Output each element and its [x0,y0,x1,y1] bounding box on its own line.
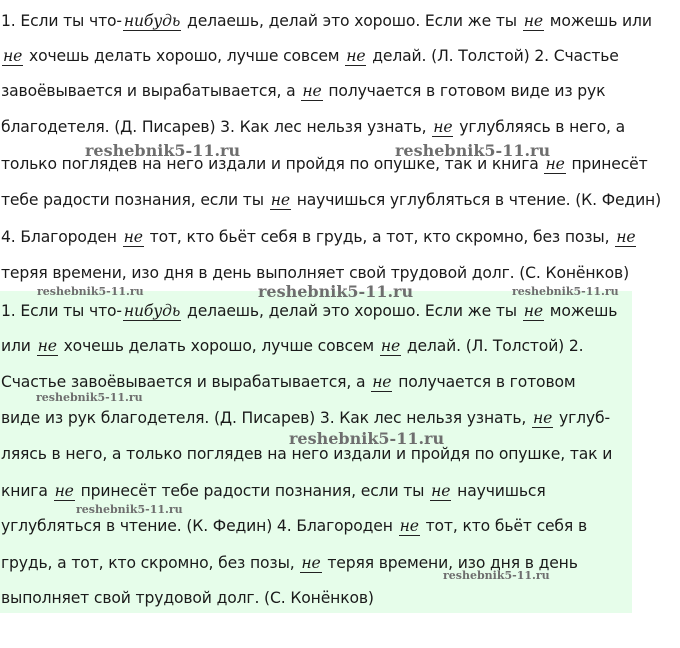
text-line [1,553,578,573]
text-segment: делаешь, делай это хорошо. Если же ты [182,302,522,320]
marked-particle: не [399,517,419,535]
text-line [1,336,584,356]
marked-particle: нибудь [123,302,181,320]
watermark: reshebnik5-11.ru [443,569,550,582]
text-segment: выполняет свой трудовой долг. (С. Конёнков) [1,589,374,607]
marked-particle: не [433,118,453,136]
text-segment: делаешь, делай это хорошо. Если же ты [182,12,522,30]
text-line [1,481,546,501]
text-segment: или [1,337,36,355]
text-segment: хочешь делать хорошо, лучше совсем [24,47,345,65]
text-line [1,588,374,608]
text-segment: теряя времени, изо дня в день [322,554,578,572]
watermark: reshebnik5-11.ru [258,282,414,301]
text-segment: можешь [544,302,618,320]
answer-text-block [0,291,632,613]
watermark: reshebnik5-11.ru [36,391,143,404]
text-segment: тот, кто бьёт себя в грудь, а тот, кто скромно, без позы, [144,228,615,246]
text-segment: тот, кто бьёт себя в [420,517,587,535]
text-line [1,301,617,321]
text-line [1,372,576,392]
text-segment: только поглядев на него издали и пройдя по опушке, так и книга [1,155,544,173]
watermark: reshebnik5-11.ru [76,503,183,516]
text-segment: ляясь в него, а только поглядев на него издали и пройдя по опушке, так и [1,445,613,463]
text-segment: 4. Благороден [1,228,122,246]
marked-particle: не [523,12,543,30]
text-line [1,11,652,31]
text-segment: делай. (Л. Толстой) 2. [402,337,584,355]
marked-particle: не [302,82,322,100]
text-segment: книга [1,482,53,500]
marked-particle: не [37,337,57,355]
marked-particle: не [3,47,23,65]
marked-particle: нибудь [123,12,181,30]
text-segment: 1. Если ты что- [1,12,122,30]
watermark: reshebnik5-11.ru [512,285,619,298]
text-segment: виде из рук благодетеля. (Д. Писарев) 3. Как лес нельзя узнать, [1,409,531,427]
text-line [1,81,605,101]
watermark: reshebnik5-11.ru [395,141,551,160]
text-segment: принесёт тебе радости познания, если ты [75,482,430,500]
marked-particle: не [54,482,74,500]
text-line [1,408,610,428]
text-segment: теряя времени, изо дня в день выполняет свой трудовой долг. (С. Конёнков) [1,264,630,282]
text-line [1,516,587,536]
watermark: reshebnik5-11.ru [37,285,144,298]
text-segment: получается в готовом виде из рук [323,82,606,100]
marked-particle: не [301,554,321,572]
text-line [1,154,648,174]
marked-particle: не [123,228,143,246]
text-segment: благодетеля. (Д. Писарев) 3. Как лес нельзя узнать, [1,118,432,136]
text-line [1,227,637,247]
marked-particle: не [346,47,366,65]
watermark: reshebnik5-11.ru [85,141,241,160]
text-segment: тебе радости познания, если ты [1,191,269,209]
marked-particle: не [380,337,401,355]
text-line [1,117,625,137]
marked-particle: не [523,302,543,320]
text-segment: завоёвывается и вырабатывается, а [1,82,301,100]
text-segment: углуб- [554,409,610,427]
text-segment: делай. (Л. Толстой) 2. Счастье [367,47,619,65]
text-line [1,263,629,283]
text-segment: грудь, а тот, кто скромно, без позы, [1,554,300,572]
text-segment: Счастье завоёвывается и вырабатывается, а [1,373,371,391]
marked-particle: не [532,409,553,427]
marked-particle: не [545,155,565,173]
text-segment: 1. Если ты что- [1,302,122,320]
text-segment: углубляясь в него, а [454,118,626,136]
text-segment: углубляться в чтение. (К. Федин) 4. Благороден [1,517,398,535]
text-line [1,444,612,464]
text-segment: хочешь делать хорошо, лучше совсем [58,337,379,355]
marked-particle: не [270,191,290,209]
text-segment: принесёт [566,155,648,173]
marked-particle: не [616,228,636,246]
text-segment: можешь или [544,12,652,30]
marked-particle: не [372,373,392,391]
text-segment: получается в готовом [393,373,576,391]
text-line [1,190,661,210]
text-line [1,46,619,66]
text-segment: научишься углубляться в чтение. (К. Федин) [291,191,662,209]
text-segment: научишься [452,482,546,500]
watermark: reshebnik5-11.ru [289,429,445,448]
marked-particle: не [431,482,451,500]
